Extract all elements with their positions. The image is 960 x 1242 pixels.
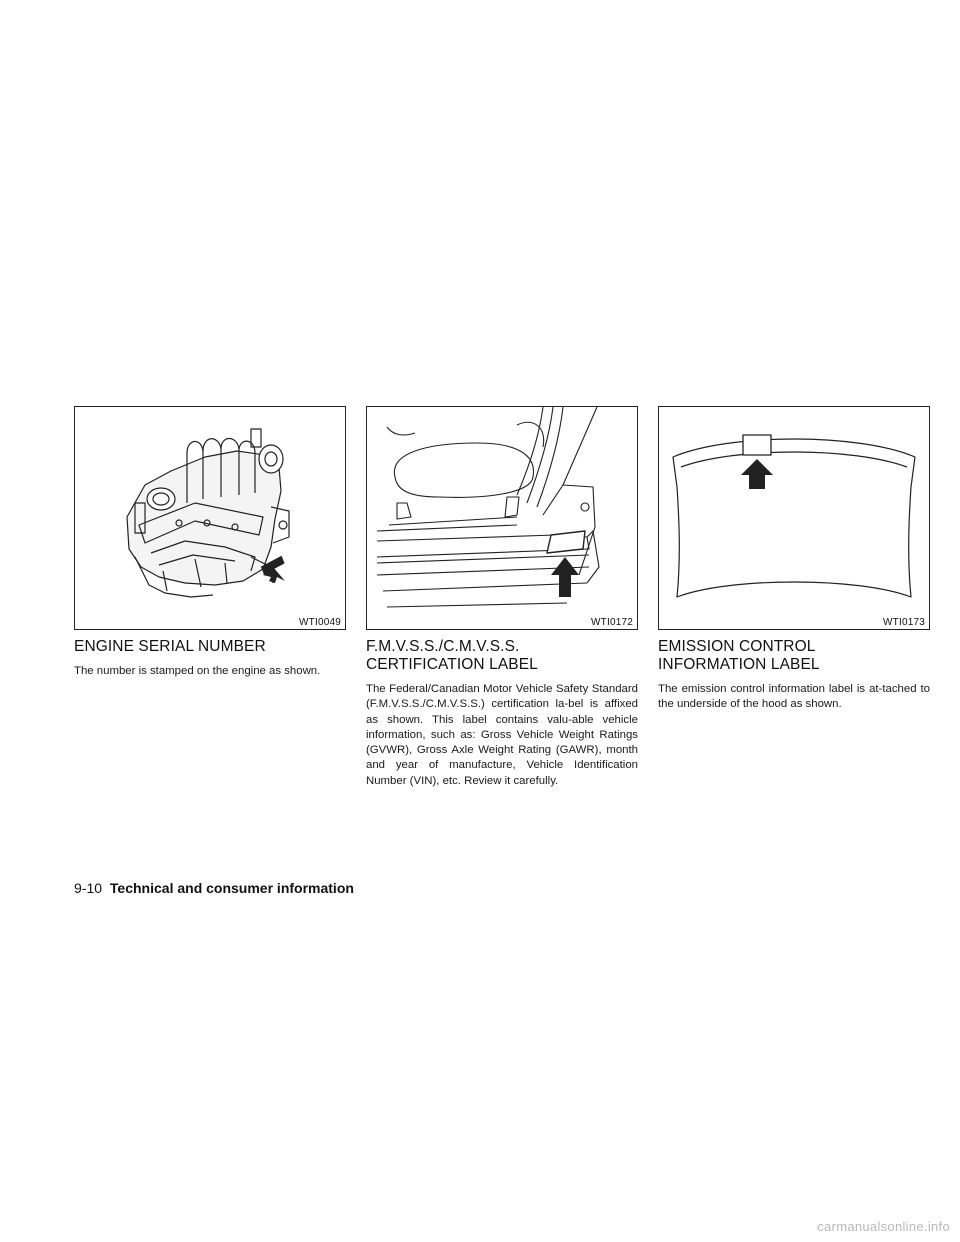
chapter-title: Technical and consumer information <box>109 880 354 896</box>
heading-line: ENGINE SERIAL NUMBER <box>74 638 266 655</box>
door-pillar-drawing <box>367 407 637 629</box>
heading-line: F.M.V.S.S./C.M.V.S.S. <box>366 638 520 655</box>
watermark: carmanualsonline.info <box>817 1219 950 1234</box>
section-engine-serial-number <box>74 406 346 679</box>
engine-illustration <box>74 406 346 630</box>
heading-line: INFORMATION LABEL <box>658 656 820 673</box>
hood-drawing <box>659 407 929 629</box>
hood-illustration <box>658 406 930 630</box>
page-footer <box>74 880 354 896</box>
figure-code: WTI0049 <box>299 617 341 628</box>
section-heading <box>366 638 638 674</box>
page-number: 9-10 <box>74 880 103 896</box>
heading-line: EMISSION CONTROL <box>658 638 816 655</box>
section-heading <box>74 638 346 656</box>
section-body: The emission control information label is at-tached to the underside of the hood as shown. <box>658 683 930 711</box>
section-emission-label <box>658 406 930 713</box>
section-certification-label <box>366 406 638 789</box>
section-heading <box>658 638 930 674</box>
heading-line: CERTIFICATION LABEL <box>366 656 538 673</box>
door-pillar-illustration <box>366 406 638 630</box>
engine-drawing <box>75 407 345 629</box>
section-body: The number is stamped on the engine as shown. <box>74 665 321 677</box>
figure-code: WTI0173 <box>883 617 925 628</box>
figure-code: WTI0172 <box>591 617 633 628</box>
section-body: The Federal/Canadian Motor Vehicle Safety Standard (F.M.V.S.S./C.M.V.S.S.) certification la-bel is affixed as shown. This label contains valu-able vehicle information, such as: Gross Vehicle Weight Ratings (GVWR), Gross Axle Weight Rating (GAWR), month and year of manufacture, Vehicle Identification Number (VIN), etc. Review it carefully. <box>366 683 638 787</box>
